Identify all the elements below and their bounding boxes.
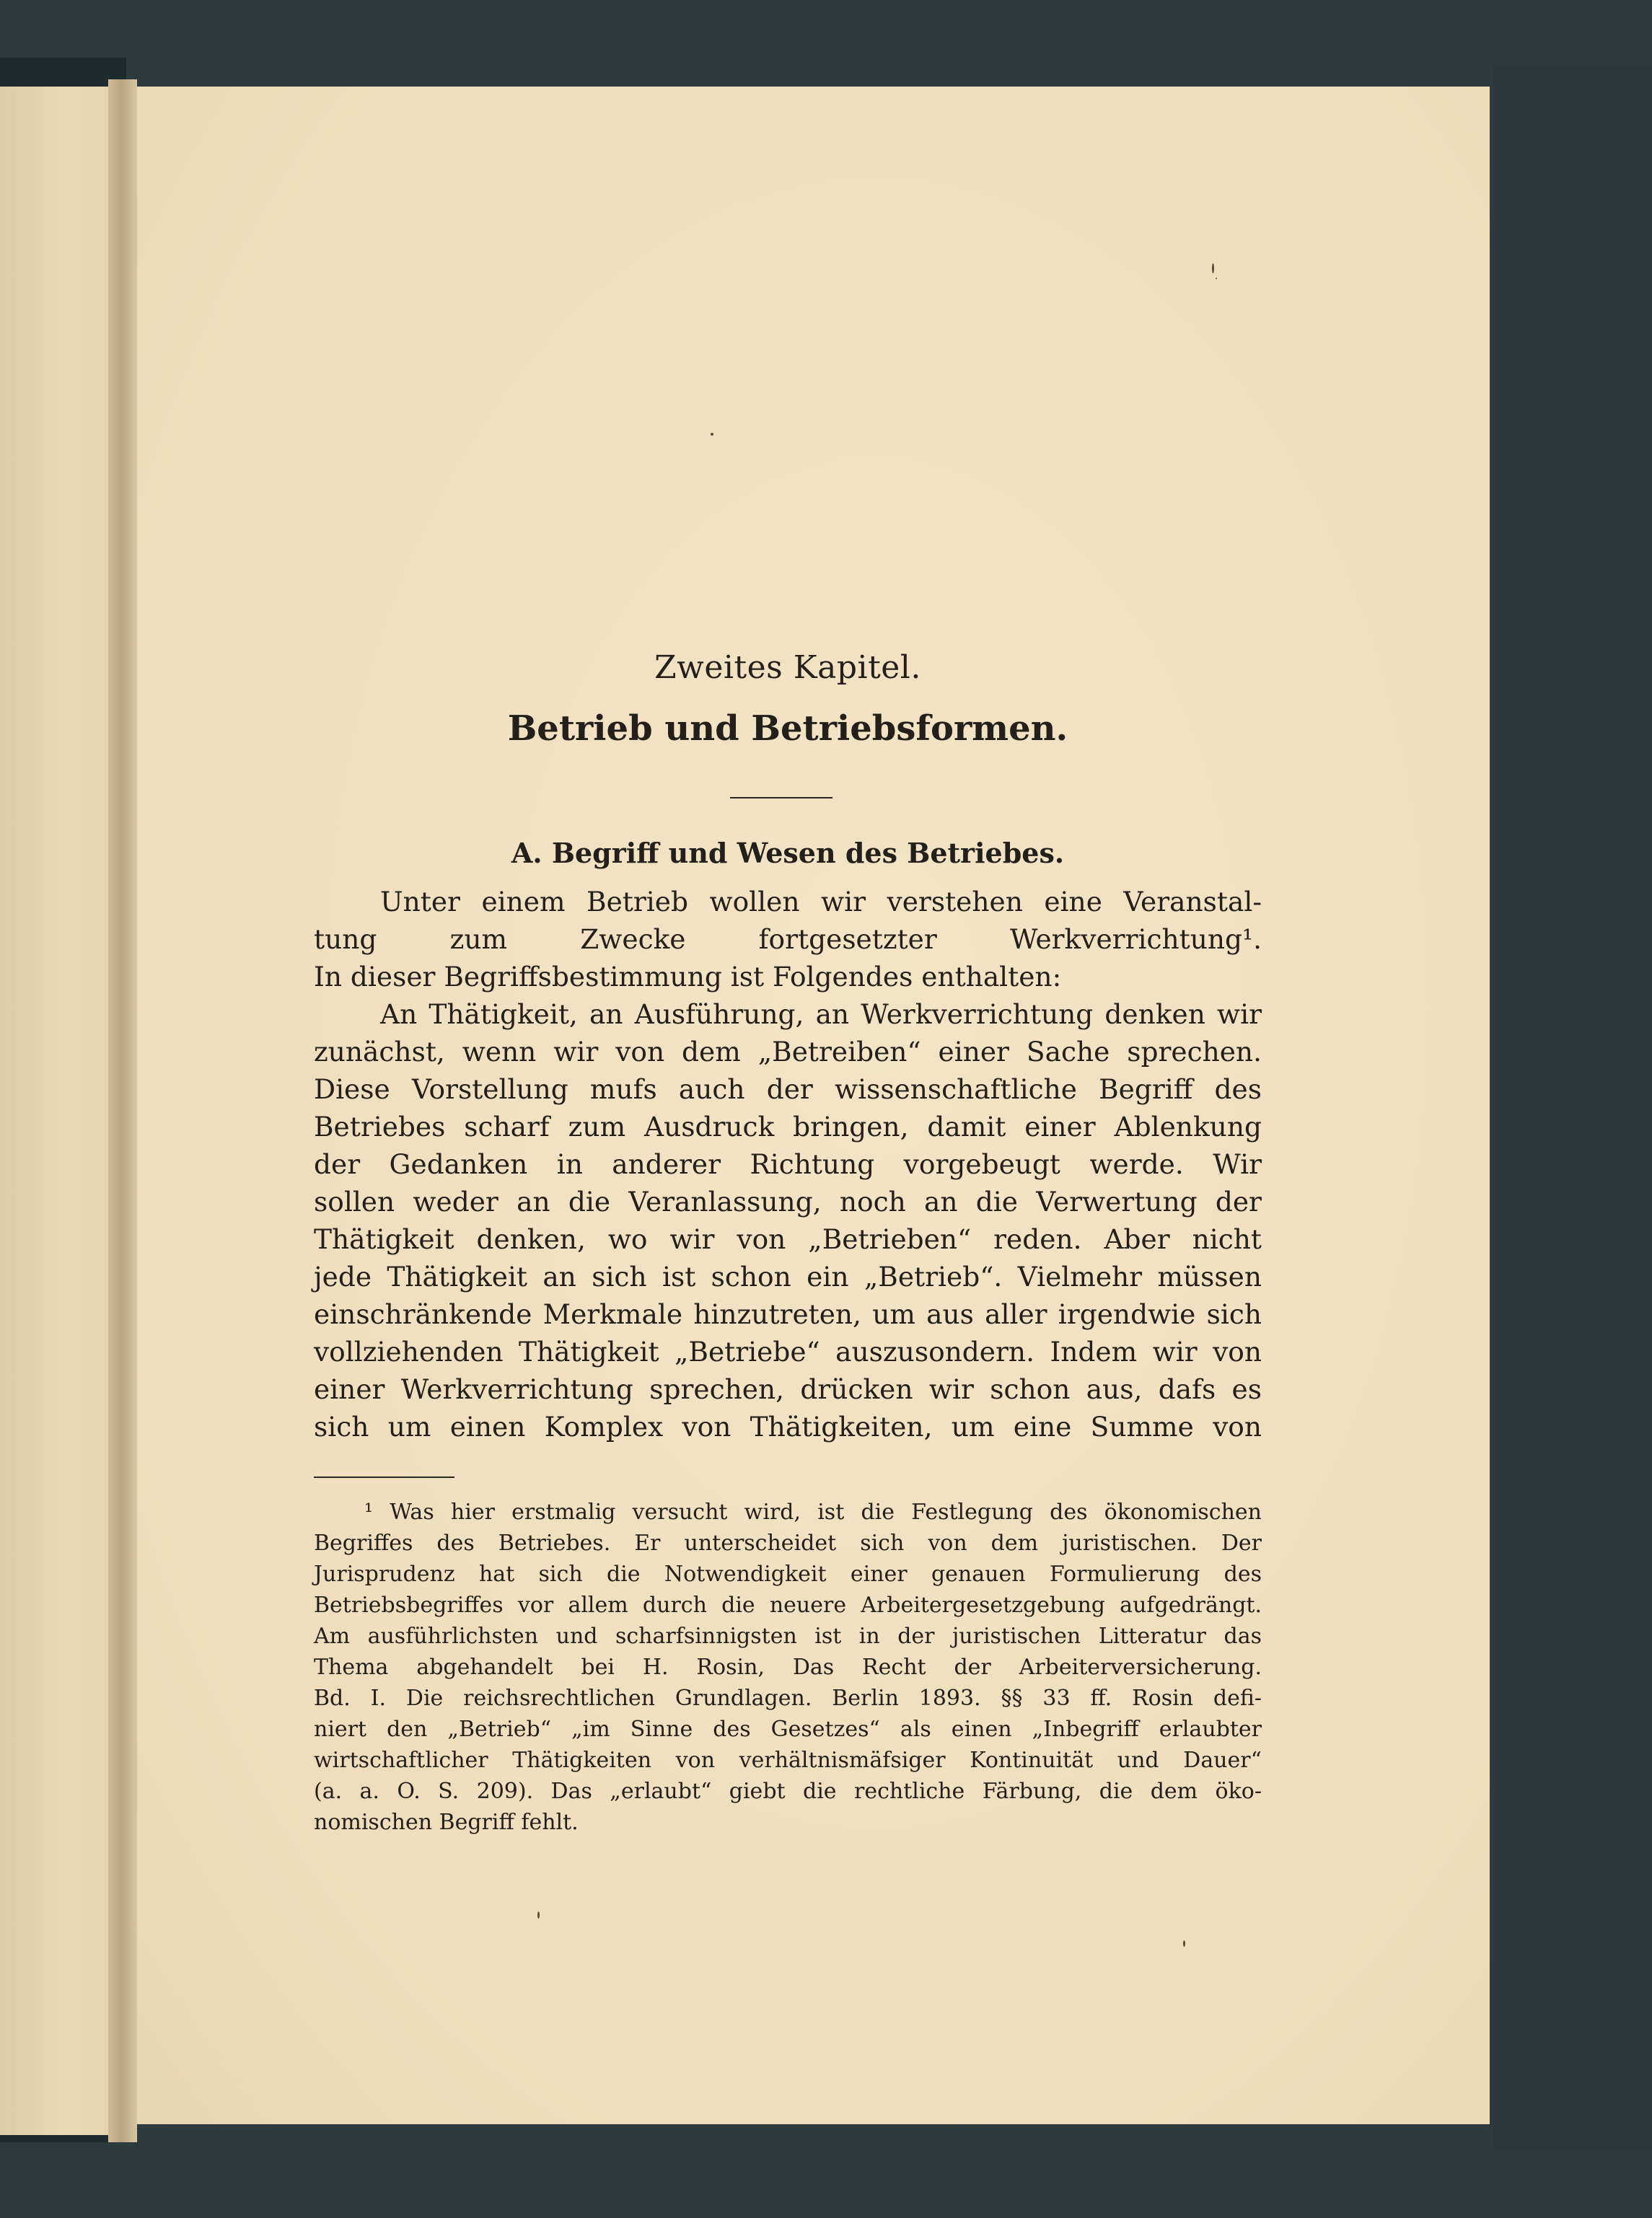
- body-line: An Thätigkeit, an Ausführung, an Werkverrichtung denken wir: [380, 998, 1262, 1030]
- body-line: einer Werkverrichtung sprechen, drücken wir schon aus, dafs es: [314, 1373, 1262, 1405]
- title-divider: [730, 797, 832, 798]
- section-heading: A. Begriff und Wesen des Betriebes.: [511, 837, 1065, 869]
- body-line: Unter einem Betrieb wollen wir verstehen eine Veranstal-: [380, 886, 1262, 917]
- chapter-heading: Zweites Kapitel.: [654, 649, 921, 686]
- paper-speck: [711, 433, 713, 436]
- footnote-line: Jurisprudenz hat sich die Notwendigkeit einer genauen Formulierung des: [314, 1562, 1262, 1587]
- body-line: tung zum Zwecke fortgesetzter Werkverrichtung¹.: [314, 923, 1262, 955]
- body-line: Diese Vorstellung mufs auch der wissenschaftliche Begriff des: [314, 1073, 1262, 1105]
- footnote-divider: [314, 1477, 454, 1478]
- body-line: einschränkende Merkmale hinzutreten, um aus aller irgendwie sich: [314, 1298, 1262, 1330]
- footnote-line: Betriebsbegriffes vor allem durch die neuere Arbeitergesetzgebung aufgedrängt.: [314, 1593, 1262, 1618]
- paper-speck: [1183, 1940, 1185, 1947]
- footnote-line: ¹ Was hier erstmalig versucht wird, ist die Festlegung des ökonomischen: [364, 1500, 1262, 1525]
- page-gutter: [108, 79, 137, 2142]
- paper-speck: [537, 1911, 540, 1919]
- footnote-line: niert den „Betrieb“ „im Sinne des Gesetzes“ als einen „Inbegriff erlaubter: [314, 1717, 1262, 1742]
- body-line: sich um einen Komplex von Thätigkeiten, um eine Summe von: [314, 1411, 1262, 1443]
- body-line: der Gedanken in anderer Richtung vorgebeugt werde. Wir: [314, 1148, 1262, 1180]
- footnote-line: wirtschaftlicher Thätigkeiten von verhältnismäfsiger Kontinuität und Dauer“: [314, 1748, 1262, 1773]
- page: [126, 87, 1490, 2124]
- footnote-line: Bd. I. Die reichsrechtlichen Grundlagen. Berlin 1893. §§ 33 ff. Rosin defi-: [314, 1686, 1262, 1711]
- right-cover-board: [1493, 65, 1652, 2149]
- paper-speck: [1212, 263, 1214, 273]
- paper-speck: [1216, 278, 1217, 279]
- footnote-line: Thema abgehandelt bei H. Rosin, Das Recht der Arbeiterversicherung.: [314, 1655, 1262, 1680]
- footnote-line: Begriffes des Betriebes. Er unterscheidet sich von dem juristischen. Der: [314, 1531, 1262, 1556]
- left-page-edge: [0, 87, 112, 2135]
- body-line: In dieser Begriffsbestimmung ist Folgendes enthalten:: [314, 961, 1062, 993]
- body-line: jede Thätigkeit an sich ist schon ein „Betrieb“. Vielmehr müssen: [314, 1261, 1262, 1293]
- body-line: vollziehenden Thätigkeit „Betriebe“ auszusondern. Indem wir von: [314, 1336, 1262, 1368]
- body-line: sollen weder an die Veranlassung, noch an die Verwertung der: [314, 1186, 1262, 1218]
- footnote-line: (a. a. O. S. 209). Das „erlaubt“ giebt die rechtliche Färbung, die dem öko-: [314, 1779, 1262, 1804]
- footnote-line: Am ausführlichsten und scharfsinnigsten ist in der juristischen Litteratur das: [314, 1624, 1262, 1649]
- chapter-title: Betrieb und Betriebsformen.: [507, 708, 1068, 749]
- body-line: zunächst, wenn wir von dem „Betreiben“ einer Sache sprechen.: [314, 1036, 1262, 1068]
- body-line: Betriebes scharf zum Ausdruck bringen, damit einer Ablenkung: [314, 1111, 1262, 1143]
- footnote-line: nomischen Begriff fehlt.: [314, 1810, 579, 1835]
- body-line: Thätigkeit denken, wo wir von „Betrieben“ reden. Aber nicht: [314, 1223, 1262, 1255]
